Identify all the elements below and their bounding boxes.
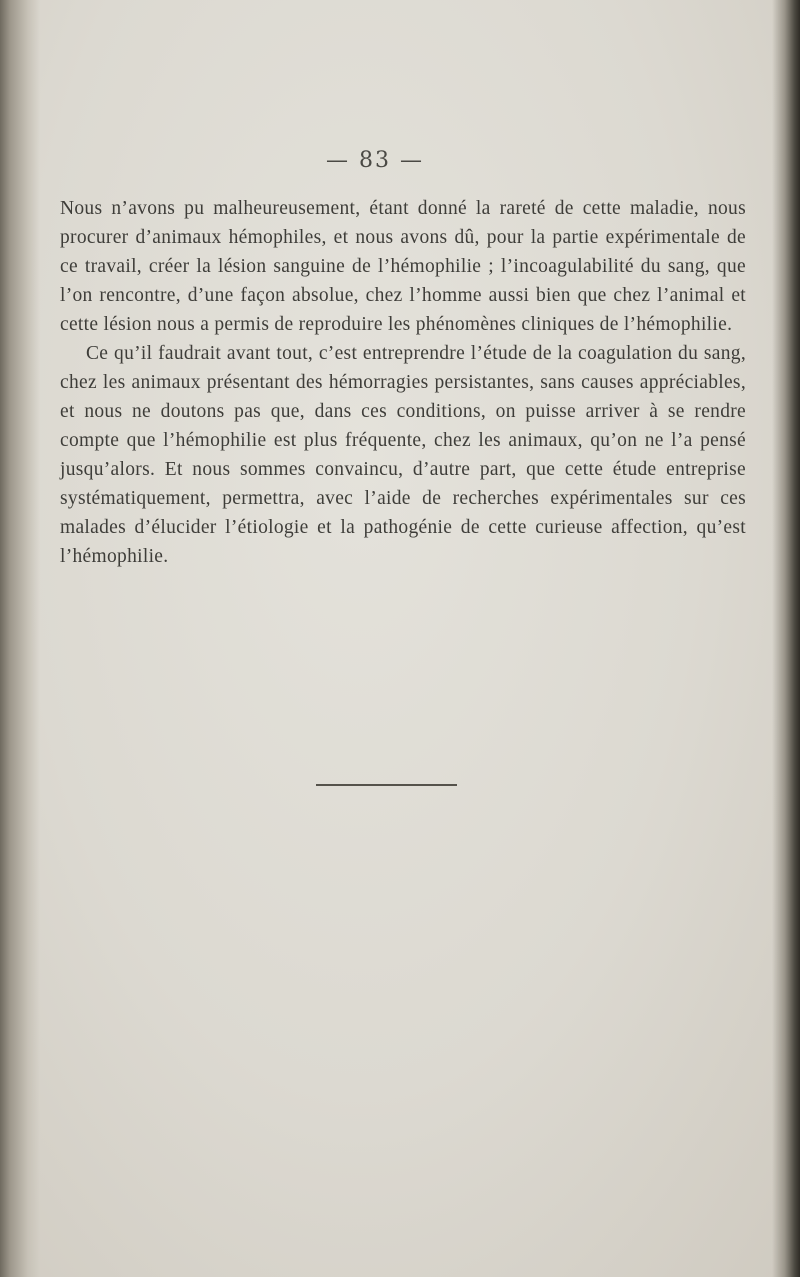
body-text bbox=[60, 194, 746, 571]
page-right-edge bbox=[772, 0, 800, 1277]
paragraph-1: Nous n’avons pu malheureusement, étant donné la rareté de cette maladie, nous procurer d’animaux hémophiles, et nous avons dû, pour la partie expérimentale de ce travail, créer la lésion sanguine de l’hémophilie ; l’incoagulabilité du sang, que l’on rencontre, d’une façon absolue, chez l’homme aussi bien que chez l’animal et cette lésion nous a permis de reproduire les phénomènes cliniques de l’hémophilie. bbox=[60, 198, 746, 335]
page-left-edge bbox=[0, 0, 40, 1277]
paragraph-2: Ce qu’il faudrait avant tout, c’est entreprendre l’étude de la coagulation du sang, chez les animaux présentant des hémorragies persistantes, sans causes appréciables, et nous ne doutons pas que, dans ces conditions, on puisse arriver à se rendre compte que l’hémophilie est plus fréquente, chez les animaux, qu’on ne l’a pensé jusqu’alors. Et nous sommes convaincu, d’autre part, que cette étude entreprise systématiquement, permettra, avec l’aide de recherches expérimentales sur ces malades d’élucider l’étiologie et la pathogénie de cette curieuse affection, qu’est l’hémophilie. bbox=[60, 343, 746, 567]
end-rule bbox=[316, 784, 457, 786]
page-number: — 83 — bbox=[326, 148, 424, 173]
